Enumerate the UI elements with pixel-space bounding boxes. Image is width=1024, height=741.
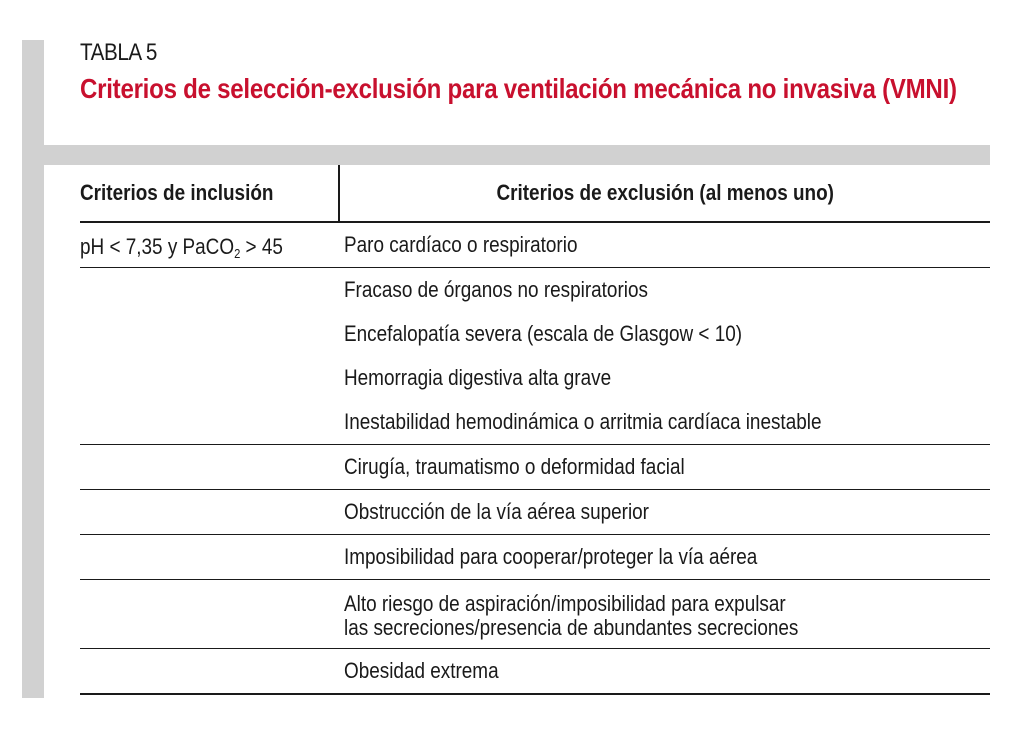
exclusion-header: Criterios de exclusión (al menos uno) (496, 180, 834, 205)
exclusion-item: Encefalopatía severa (escala de Glasgow < 10) (344, 321, 743, 346)
table-row (80, 649, 990, 695)
exclusion-cell (342, 649, 990, 693)
exclusion-item: Cirugía, traumatismo o deformidad facial (344, 454, 685, 479)
exclusion-cell (342, 490, 990, 534)
exclusion-item: Obstrucción de la vía aérea superior (344, 499, 649, 524)
exclusion-item: Imposibilidad para cooperar/proteger la vía aérea (344, 544, 758, 569)
exclusion-cell (342, 223, 990, 267)
exclusion-item: Paro cardíaco o respiratorio (344, 232, 578, 257)
side-accent-bar (22, 40, 44, 698)
table-title: Criterios de selección-exclusión para ventilación mecánica no invasiva (VMNI) (80, 73, 957, 104)
exclusion-item: Inestabilidad hemodinámica o arritmia cardíaca inestable (344, 409, 822, 434)
exclusion-item: Alto riesgo de aspiración/imposibilidad para expulsar (344, 591, 786, 616)
exclusion-cell (342, 268, 990, 444)
inclusion-cell (80, 580, 342, 648)
exclusion-item: las secreciones/presencia de abundantes secreciones (344, 615, 799, 640)
inclusion-cell (80, 535, 342, 579)
table-row (80, 445, 990, 490)
inclusion-cell (80, 445, 342, 489)
table-row (80, 223, 990, 268)
inclusion-cell (80, 223, 342, 267)
exclusion-item: Hemorragia digestiva alta grave (344, 365, 612, 390)
exclusion-item: Fracaso de órganos no respiratorios (344, 277, 648, 302)
criteria-table (80, 165, 990, 695)
exclusion-cell (342, 445, 990, 489)
inclusion-cell (80, 490, 342, 534)
table-row (80, 535, 990, 580)
inclusion-cell (80, 268, 342, 444)
inclusion-header: Criterios de inclusión (80, 165, 340, 221)
inclusion-cell (80, 649, 342, 693)
inclusion-criterion: pH < 7,35 y PaCO$_2$ > 45 (80, 234, 283, 261)
table-label: TABLA 5 (80, 39, 157, 66)
table-header-row (80, 165, 990, 223)
table-row (80, 490, 990, 535)
exclusion-item: Obesidad extrema (344, 658, 499, 683)
table-row (80, 268, 990, 445)
table-row (80, 580, 990, 649)
exclusion-cell (342, 580, 990, 648)
header-band (44, 145, 990, 165)
exclusion-cell (342, 535, 990, 579)
